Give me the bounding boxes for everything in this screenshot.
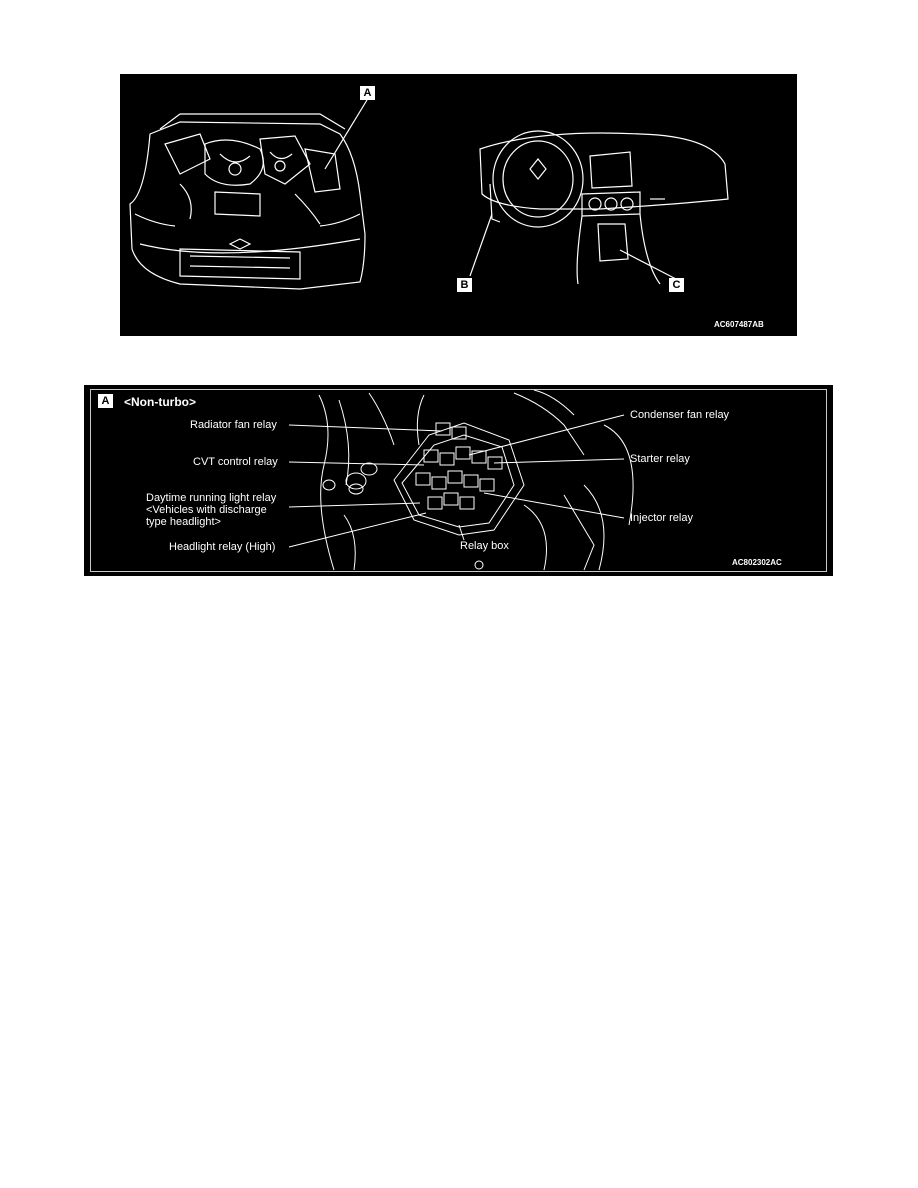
figure-code: AC802302AC [732,558,782,567]
label-daytime-condition-2: type headlight> [146,516,221,528]
vehicle-overview-figure [120,74,797,336]
relay-box-figure [84,385,833,576]
label-headlight-relay-high: Headlight relay (High) [169,541,276,553]
callout-c: C [669,278,684,292]
vehicle-overview-drawing [120,74,797,336]
callout-b: B [457,278,472,292]
figure-code: AC607487AB [714,320,764,329]
callout-a: A [98,394,113,408]
label-starter-relay: Starter relay [630,453,690,465]
label-radiator-fan-relay: Radiator fan relay [190,419,277,431]
label-daytime-condition: <Vehicles with discharge [146,504,267,516]
label-cvt-control-relay: CVT control relay [193,456,278,468]
figure-title: <Non-turbo> [124,395,196,409]
label-relay-box: Relay box [460,540,509,552]
callout-a: A [360,86,375,100]
label-injector-relay: Injector relay [630,512,693,524]
label-condenser-fan-relay: Condenser fan relay [630,409,730,421]
label-daytime-running-light-relay: Daytime running light relay [146,492,277,504]
